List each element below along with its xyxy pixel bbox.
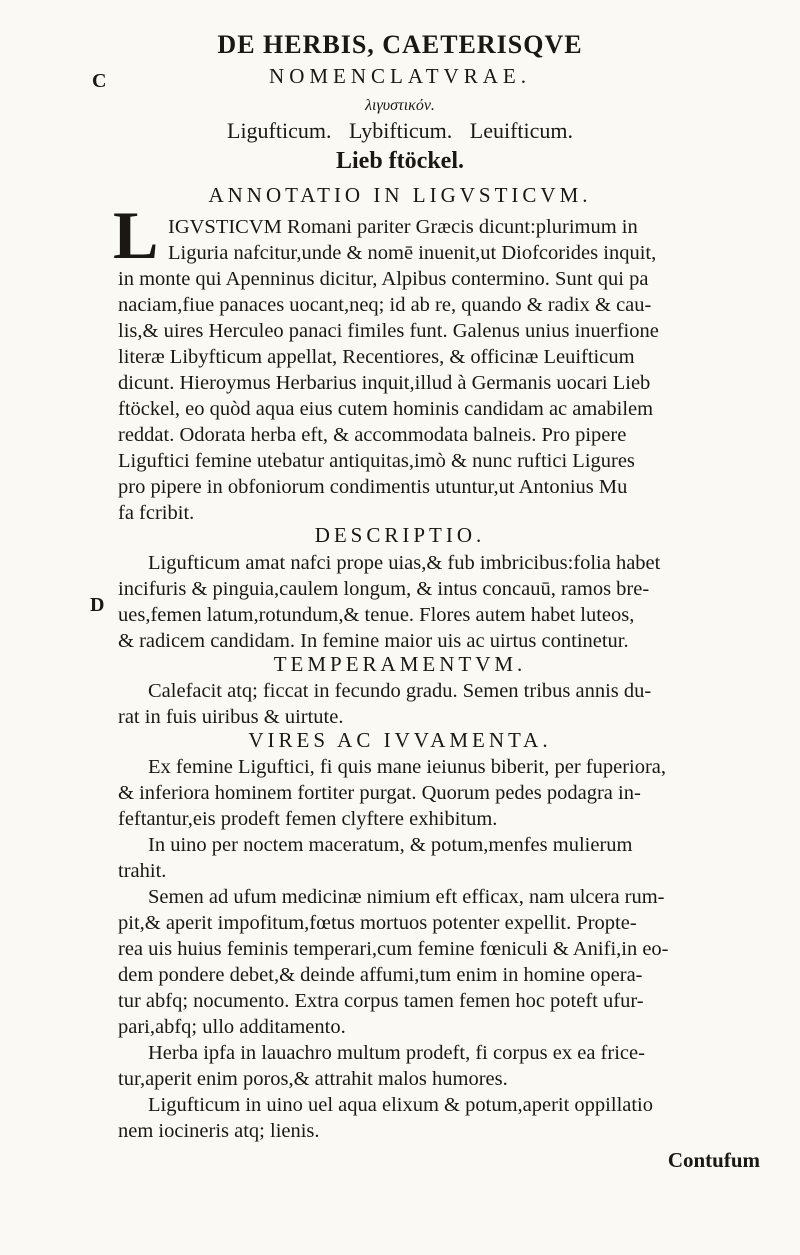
annotatio-line: in monte qui Apenninus dicitur, Alpibus contermino. Sunt qui pa bbox=[118, 268, 649, 290]
vires-line: feftantur,eis prodeft femen clyftere exhibitum. bbox=[118, 808, 498, 830]
drop-capital: L bbox=[113, 197, 159, 273]
descriptio-line: ues,femen latum,rotundum,& tenue. Flores autem habet luteos, bbox=[118, 604, 635, 626]
annotatio-heading: ANNOTATIO IN LIGVSTICVM. bbox=[208, 183, 592, 207]
catchword: Contufum bbox=[667, 1148, 760, 1172]
temperamentum-heading: TEMPERAMENTVM. bbox=[273, 652, 527, 676]
temperamentum-line: rat in fuis uiribus & uirtute. bbox=[118, 706, 344, 728]
running-head: DE HERBIS, CAETERISQVE bbox=[217, 30, 583, 59]
descriptio-line: incifuris & pinguia,caulem longum, & intus concauū, ramos bre- bbox=[118, 578, 650, 600]
descriptio-line: Ligufticum amat nafci prope uias,& fub imbricibus:folia habet bbox=[148, 552, 661, 574]
annotatio-line: fa fcribit. bbox=[118, 502, 195, 524]
descriptio-line: & radicem candidam. In femine maior uis ac uirtus continetur. bbox=[118, 630, 629, 652]
annotatio-line: dicunt. Hieroymus Herbarius inquit,illud à Germanis uocari Lieb bbox=[118, 372, 651, 394]
section-marker-c: C bbox=[92, 70, 107, 92]
vires-line: trahit. bbox=[118, 860, 167, 882]
latin-name-1: Ligufticum. bbox=[227, 118, 332, 143]
annotatio-line: ftöckel, eo quòd aqua eius cutem hominis candidam ac amabilem bbox=[118, 398, 654, 420]
vires-line: dem pondere debet,& deinde affumi,tum enim in homine opera- bbox=[118, 964, 643, 986]
annotatio-line: literæ Libyfticum appellat, Recentiores, & officinæ Leuifticum bbox=[118, 346, 635, 368]
greek-name: λιγυστικόν. bbox=[365, 97, 435, 114]
descriptio-heading: DESCRIPTIO. bbox=[314, 523, 486, 547]
section-marker-d: D bbox=[90, 594, 105, 616]
vires-heading: VIRES AC IVVAMENTA. bbox=[248, 728, 552, 752]
vires-line: Ex femine Liguftici, fi quis mane ieiunus biberit, per fuperiora, bbox=[148, 756, 667, 778]
nomenclatura-heading: NOMENCLATVRAE. bbox=[269, 64, 531, 88]
annotatio-line: pro pipere in obfoniorum condimentis utuntur,ut Antonius Mu bbox=[118, 476, 628, 498]
vires-line: nem iocineris atq; lienis. bbox=[118, 1120, 320, 1142]
vires-line: tur,aperit enim poros,& attrahit malos humores. bbox=[118, 1068, 508, 1090]
vires-line: pit,& aperit impofitum,fœtus mortuos potenter expellit. Propte- bbox=[118, 912, 637, 934]
vires-line: In uino per noctem maceratum, & potum,menfes mulierum bbox=[148, 834, 633, 856]
annotatio-line: naciam,fiue panaces uocant,neq; id ab re, quando & radix & cau- bbox=[118, 294, 652, 316]
vires-line: Herba ipfa in lauachro multum prodeft, fi corpus ex ea frice- bbox=[148, 1042, 645, 1064]
annotatio-line: Liguria nafcitur,unde & nomē inuenit,ut Diofcorides inquit, bbox=[168, 242, 657, 264]
annotatio-line: lis,& uires Herculeo panaci fimiles funt. Galenus unius inuerfione bbox=[118, 320, 659, 342]
latin-names bbox=[0, 118, 800, 144]
latin-name-2: Lybifticum. bbox=[348, 118, 453, 143]
annotatio-line: reddat. Odorata herba eft, & accommodata balneis. Pro pipere bbox=[118, 424, 627, 446]
vires-line: rea uis huius feminis temperari,cum femine fœniculi & Anifi,in eo- bbox=[118, 938, 669, 960]
vires-line: Semen ad ufum medicinæ nimium eft efficax, nam ulcera rum- bbox=[148, 886, 665, 908]
annotatio-line: Liguftici femine utebatur antiquitas,imò & nunc ruftici Ligures bbox=[118, 450, 635, 472]
german-name: Lieb ftöckel. bbox=[336, 148, 464, 174]
annotatio-line: IGVSTICVM Romani pariter Græcis dicunt:plurimum in bbox=[168, 216, 638, 238]
vires-line: pari,abfq; ullo additamento. bbox=[118, 1016, 346, 1038]
latin-name-3: Leuifticum. bbox=[469, 118, 573, 143]
temperamentum-line: Calefacit atq; ficcat in fecundo gradu. Semen tribus annis du- bbox=[148, 680, 652, 702]
vires-line: & inferiora hominem fortiter purgat. Quorum pedes podagra in- bbox=[118, 782, 641, 804]
vires-line: tur abfq; nocumento. Extra corpus tamen femen hoc poteft ufur- bbox=[118, 990, 644, 1012]
vires-line: Ligufticum in uino uel aqua elixum & potum,aperit oppillatio bbox=[148, 1094, 654, 1116]
